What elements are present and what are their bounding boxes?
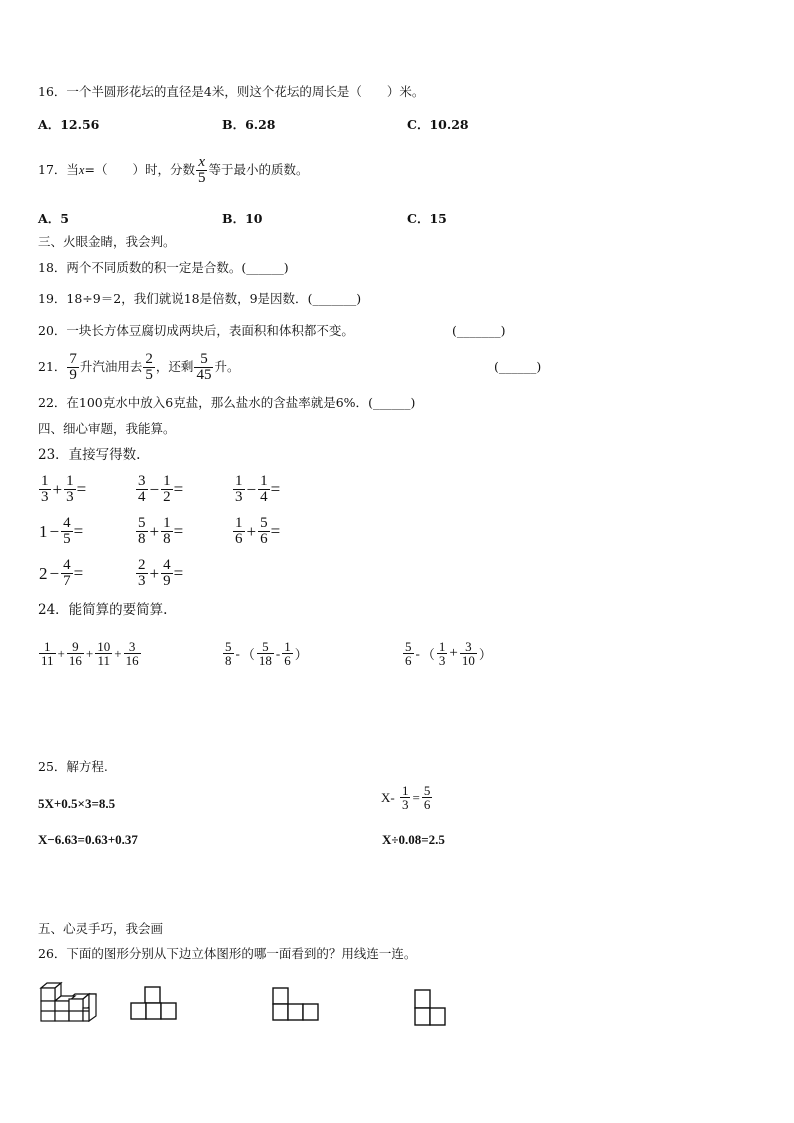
q23-6-equals: = [270, 521, 281, 541]
q25-eq2-a-num: 1 [401, 783, 409, 798]
view-shape-1 [130, 985, 180, 1023]
q24-e3-a-den: 6 [405, 653, 412, 668]
q16-option-a: A．12.56 [38, 117, 100, 132]
q17-frac-denominator: 5 [197, 170, 206, 186]
q23-1-b-num: 1 [66, 473, 74, 489]
q20-text: 20．一块长方体豆腐切成两块后，表面积和体积都不变。 [38, 323, 354, 338]
q21-f1-denominator: 9 [69, 367, 77, 383]
q24-e3-b-den: 3 [438, 653, 446, 668]
q23-6-a-den: 6 [235, 531, 243, 547]
q23-7-whole: 2 [39, 563, 48, 583]
q21-text-2: ，还剩 [155, 359, 194, 374]
q21-f1-numerator: 7 [69, 351, 77, 367]
q19-answer-blank[interactable]: (_______) [307, 291, 362, 306]
question-16: 16．一个半圆形花坛的直径是4米，则这个花坛的周长是（ ）米。 [38, 84, 425, 99]
q23-item-4 [38, 516, 83, 547]
q24-e2-a-num: 5 [225, 639, 232, 654]
question-23-title: 23．直接写得数. [38, 447, 141, 463]
q24-expression-3 [402, 640, 493, 667]
q23-6-b-den: 6 [260, 531, 268, 547]
q21-f2-denominator: 5 [145, 367, 153, 383]
view-shape-2 [272, 986, 322, 1024]
question-17 [38, 153, 308, 187]
q23-8-b-num: 4 [163, 557, 171, 573]
q23-item-7 [38, 558, 83, 589]
q21-f3-denominator: 45 [196, 367, 212, 383]
q23-8-b-den: 9 [163, 573, 171, 589]
q25-eq2-a-den: 3 [401, 797, 409, 812]
q24-e2-b-den: 18 [258, 653, 272, 668]
q23-item-2 [135, 474, 183, 505]
q21-answer-blank[interactable]: (______) [494, 359, 542, 374]
q24-e1-f4-num: 3 [124, 640, 141, 654]
q17-suffix: 等于最小的质数。 [208, 162, 309, 177]
q23-3-a-den: 3 [235, 489, 243, 505]
q25-eq2-equals: = [412, 789, 420, 805]
question-18 [38, 260, 289, 276]
q22-answer-blank[interactable]: (______) [368, 395, 416, 410]
q23-5-b-num: 1 [163, 515, 171, 531]
q24-e2-minus-2: - [275, 645, 281, 661]
q25-equation-3: X−6.63=0.63+0.37 [38, 832, 138, 847]
question-25-title: 25．解方程. [38, 759, 108, 774]
q23-item-3 [232, 474, 280, 505]
q17-option-a: A．5 [38, 211, 69, 226]
q23-5-b-den: 8 [163, 531, 171, 547]
q24-e1-f1-num: 1 [39, 640, 56, 654]
q23-8-equals: = [173, 563, 184, 583]
q23-5-a-num: 5 [138, 515, 146, 531]
q24-e3-c-den: 10 [461, 653, 475, 668]
question-20 [38, 323, 354, 339]
q24-e2-c-num: 1 [284, 639, 291, 654]
q24-e1-f4-den: 16 [125, 653, 139, 668]
q22-text: 22．在100克水中放入6克盐，那么盐水的含盐率就是6%． [38, 395, 369, 410]
q25-equation-4: X÷0.08=2.5 [382, 832, 445, 847]
q23-8-a-num: 2 [138, 557, 146, 573]
q23-1-equals: = [76, 479, 87, 499]
q21-f2-numerator: 2 [145, 351, 153, 367]
q21-text-1: 升汽油用去 [79, 359, 143, 374]
q24-e2-b-num: 5 [257, 640, 274, 654]
q23-item-6 [232, 516, 280, 547]
question-22 [38, 395, 415, 411]
q24-e3-a-num: 5 [405, 639, 412, 654]
q21-fraction-1 [67, 352, 79, 383]
solid-figure-cubes [38, 980, 102, 1022]
q24-e3-b-num: 1 [438, 639, 446, 654]
q23-3-operator: − [246, 479, 257, 499]
q24-e2-right-paren: ） [294, 647, 308, 662]
q23-4-b-num: 4 [63, 515, 71, 531]
q23-3-equals: = [270, 479, 281, 499]
q23-2-a-den: 4 [138, 489, 146, 505]
q24-expression-1 [38, 640, 142, 667]
q24-e1-op-3: + [114, 645, 122, 661]
q23-1-a-den: 3 [41, 489, 49, 505]
q23-4-b-den: 5 [63, 531, 71, 547]
q23-6-b-num: 5 [260, 515, 268, 531]
q16-option-c: C．10.28 [407, 117, 469, 132]
q24-e2-a-den: 8 [225, 653, 232, 668]
question-26: 26．下面的图形分别从下边立体图形的哪一面看到的？用线连一连。 [38, 946, 417, 961]
q23-1-a-num: 1 [41, 473, 49, 489]
q24-e1-f1-den: 11 [41, 653, 54, 668]
q23-7-equals: = [73, 563, 84, 583]
q24-e3-plus: + [449, 645, 458, 661]
question-24-title: 24．能简算的要简算. [38, 602, 168, 618]
q19-text: 19．18÷9＝2，我们就说18是倍数，9是因数． [38, 291, 308, 306]
q17-prefix: 17．当 [38, 162, 79, 177]
q17-option-b: B．10 [222, 211, 263, 226]
q23-3-b-den: 4 [260, 489, 268, 505]
q24-e3-left-paren: （ [421, 647, 435, 662]
q24-e1-f2-num: 9 [67, 640, 84, 654]
q23-8-a-den: 3 [138, 573, 146, 589]
q17-option-c: C．15 [407, 211, 447, 226]
q24-e1-f3-num: 10 [97, 639, 111, 654]
q23-2-operator: − [149, 479, 160, 499]
section-5-heading: 五、心灵手巧，我会画 [38, 921, 164, 936]
q25-eq2-b-num: 5 [423, 783, 431, 798]
q21-fraction-2 [143, 352, 155, 383]
q24-expression-2 [222, 640, 309, 667]
q17-middle: =（ ）时，分数 [84, 162, 195, 177]
q23-7-b-den: 7 [63, 573, 71, 589]
q24-e3-right-paren: ） [478, 647, 492, 662]
q23-5-operator: + [149, 521, 160, 541]
q24-e2-left-paren: （ [241, 647, 255, 662]
q17-variable: x [78, 163, 85, 177]
q23-2-a-num: 3 [138, 473, 146, 489]
section-3-heading: 三、火眼金睛，我会判。 [38, 234, 176, 249]
question-19 [38, 291, 361, 307]
q23-6-a-num: 1 [235, 515, 243, 531]
q23-2-b-den: 2 [163, 489, 171, 505]
q25-equation-1: 5X+0.5×3=8.5 [38, 796, 116, 811]
q23-1-b-den: 3 [66, 489, 74, 505]
q23-3-a-num: 1 [235, 473, 243, 489]
q25-eq2-b-den: 6 [423, 797, 431, 812]
q18-answer-blank[interactable]: (______) [241, 260, 289, 275]
q21-fraction-3 [194, 352, 213, 383]
q23-2-equals: = [173, 479, 184, 499]
q23-6-operator: + [246, 521, 257, 541]
q24-e1-f3-den: 11 [97, 653, 110, 668]
q21-f3-numerator: 5 [194, 352, 213, 368]
q24-e3-minus: - [415, 645, 420, 661]
q23-7-operator: − [49, 563, 60, 583]
q24-e1-op-1: + [57, 645, 65, 661]
q23-item-5 [135, 516, 183, 547]
q24-e1-op-2: + [85, 645, 94, 661]
q24-e2-c-den: 6 [284, 653, 291, 668]
q23-4-whole: 1 [39, 521, 48, 541]
view-shape-3 [414, 986, 450, 1028]
q24-e3-c-num: 3 [460, 640, 477, 654]
q23-3-b-num: 1 [260, 473, 268, 489]
q23-7-b-num: 4 [63, 557, 71, 573]
q21-number: 21． [38, 359, 67, 374]
q23-4-operator: − [49, 521, 60, 541]
q20-answer-blank[interactable]: (_______) [452, 323, 506, 338]
q23-1-operator: + [52, 479, 63, 499]
section-4-heading: 四、细心审题，我能算。 [38, 421, 176, 436]
q17-fraction [196, 155, 208, 186]
q23-8-operator: + [149, 563, 160, 583]
q23-4-equals: = [73, 521, 84, 541]
q24-e1-f2-den: 16 [68, 653, 82, 668]
q25-eq2-prefix: X- [381, 789, 395, 805]
q21-text-3: 升。 [214, 359, 240, 374]
q16-option-b: B．6.28 [222, 117, 276, 132]
q23-2-b-num: 1 [163, 473, 171, 489]
q23-item-1 [38, 474, 86, 505]
q23-5-a-den: 8 [138, 531, 146, 547]
q23-5-equals: = [173, 521, 184, 541]
q25-equation-2 [380, 784, 433, 811]
q24-e2-minus: - [235, 645, 240, 661]
question-21 [38, 349, 239, 385]
q18-text: 18．两个不同质数的积一定是合数。 [38, 260, 242, 275]
q23-item-8 [135, 558, 183, 589]
q17-frac-numerator: x [196, 155, 208, 171]
